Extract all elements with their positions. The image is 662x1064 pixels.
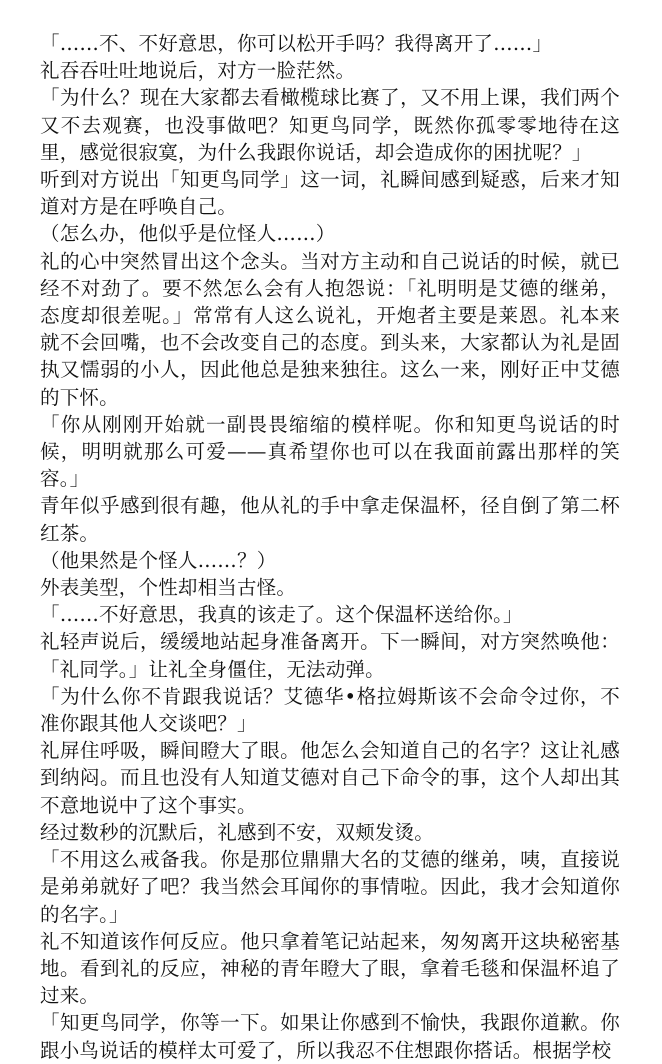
paragraph-6: 礼的心中突然冒出这个念头。当对方主动和自己说话的时候，就已经不对劲了。要不然怎么会有人抱怨说：「礼明明是艾德的继弟，态度却很差呢。」常常有人这么说礼，开炮者主要是莱恩。礼本来就不会回嘴，也不会改变自己的态度。到头来，大家都认为礼是固执又懦弱的小人，因此他总是独来独往。这么一来，刚好正中艾德的下怀。 [40,249,620,409]
paragraph-4: 听到对方说出「知更鸟同学」这一词，礼瞬间感到疑惑，后来才知道对方是在呼唤自己。 [40,168,620,219]
paragraph-11: 「……不好意思，我真的该走了。这个保温杯送给你。」 [40,603,523,627]
paragraph-17: 礼不知道该作何反应。他只拿着笔记站起来，匆匆离开这块秘密基地。看到礼的反应，神秘的青年瞪大了眼，拿着毛毯和保温杯追了过来。 [40,929,620,1008]
paragraph-7: 「你从刚刚开始就一副畏畏缩缩的模样呢。你和知更鸟说话的时候，明明就那么可爱——真希望你也可以在我面前露出那样的笑容。」 [40,412,620,491]
paragraph-2: 礼吞吞吐吐地说后，对方一脸茫然。 [40,59,356,83]
paragraph-18: 「知更鸟同学，你等一下。如果让你感到不愉快，我跟你道歉。你跟小鸟说话的模样太可爱了，所以我忍不住想跟你搭话。根据学校 [40,1011,620,1062]
paragraph-8: 青年似乎感到很有趣，他从礼的手中拿走保温杯，径自倒了第二杯红茶。 [40,494,620,545]
paragraph-14: 礼屏住呼吸，瞬间瞪大了眼。他怎么会知道自己的名字？这让礼感到纳闷。而且也没有人知道艾德对自己下命令的事，这个人却出其不意地说中了这个事实。 [40,739,620,817]
paragraph-15: 经过数秒的沉默后，礼感到不安，双颊发烫。 [40,820,435,844]
paragraph-1: 「……不、不好意思，你可以松开手吗？我得离开了……」 [40,32,553,55]
paragraph-9: （他果然是个怪人……？） [40,548,277,572]
paragraph-16: 「不用这么戒备我。你是那位鼎鼎大名的艾德的继弟，咦，直接说是弟弟就好了吧？我当然会耳闻你的事情啦。因此，我才会知道你的名字。」 [40,848,620,926]
document-body [40,30,620,1064]
paragraph-12: 礼轻声说后，缓缓地站起身准备离开。下一瞬间，对方突然唤他：「礼同学。」让礼全身僵住，无法动弹。 [40,630,620,681]
paragraph-5: （怎么办，他似乎是位怪人……） [40,222,336,246]
paragraph-3: 「为什么？现在大家都去看橄榄球比赛了，又不用上课，我们两个又不去观赛，也没事做吧？知更鸟同学，既然你孤零零地待在这里，感觉很寂寞，为什么我跟你说话，却会造成你的困扰呢？」 [40,86,620,164]
paragraph-10: 外表美型，个性却相当古怪。 [40,576,297,600]
paragraph-13: 「为什么你不肯跟我说话？艾德华•格拉姆斯该不会命令过你，不准你跟其他人交谈吧？」 [40,684,620,736]
